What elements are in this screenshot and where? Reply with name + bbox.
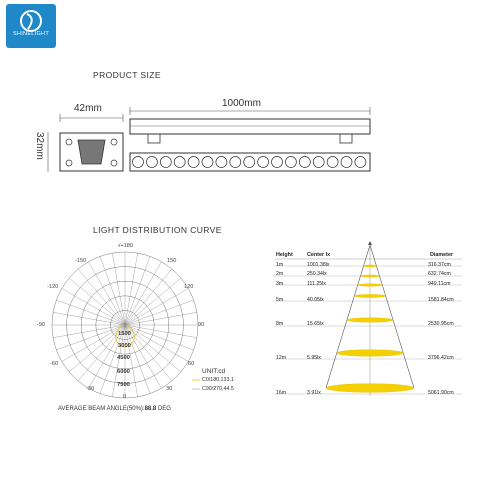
ring-label: 1500 [118,331,131,337]
angle-label: 150 [167,258,177,264]
angle-label: 30 [166,386,173,392]
row-height: 1m [276,262,284,268]
row-lux: 5.95lx [307,355,321,361]
beam-angle-label: AVERAGE BEAM ANGLE(50%): [58,406,145,412]
legend-entry: C0/180,133.1 [202,377,234,383]
angle-label: 0 [123,394,127,400]
row-diameter: 949.11cm [428,281,451,287]
ring-label: 6000 [117,369,130,375]
row-lux: 40.05lx [307,297,324,303]
unit-label: UNIT:cd [202,368,226,375]
row-diameter: 2530.95cm [428,321,454,327]
angle-label: -90 [37,322,46,328]
legend-entry: C90/270,44.5 [202,386,234,392]
row-lux: 3.91lx [307,390,321,396]
angle-label: -/+180 [117,243,134,249]
header-center-lux: Center lx [307,252,331,258]
row-lux: 15.65lx [307,321,324,327]
beam-angle-value: 88.8 [144,406,157,412]
header-diameter: Diameter [430,252,454,258]
logo-text: SHINELIGHT [12,31,49,37]
angle-label: -120 [47,284,59,290]
product-size-title: PRODUCT SIZE [93,70,161,80]
row-height: 3m [276,281,284,287]
row-diameter: 1581.84cm [428,297,454,303]
angle-label: -60 [50,361,59,367]
row-height: 8m [276,321,284,327]
row-height: 16m [276,390,287,396]
row-diameter: 5061.90cm [428,390,454,396]
row-lux: 1001.38lx [307,262,330,268]
header-height: Height [276,252,293,258]
angle-label: -30 [86,386,95,392]
ring-label: 4500 [117,355,130,361]
beam-angle-unit: DEG [157,406,171,412]
row-lux: 250.34lx [307,271,327,277]
angle-label: 90 [198,322,205,328]
row-diameter: 632.74cm [428,271,451,277]
ring-label: 7500 [117,382,130,388]
angle-label: 120 [184,284,194,290]
row-height: 2m [276,271,284,277]
angle-label: 60 [188,361,195,367]
length-dimension: 1000mm [222,98,261,109]
width-dimension: 42mm [74,103,102,114]
row-height: 5m [276,297,284,303]
ring-label: 3000 [118,343,131,349]
angle-label: -150 [75,258,87,264]
row-lux: 111.25lx [307,281,326,287]
row-diameter: 316.37cm [428,262,451,268]
row-diameter: 3796.42cm [428,355,454,361]
row-height: 12m [276,355,287,361]
light-distribution-title: LIGHT DISTRIBUTION CURVE [93,225,222,235]
height-dimension: 32mm [34,132,45,160]
beam-angle-line [58,406,171,412]
